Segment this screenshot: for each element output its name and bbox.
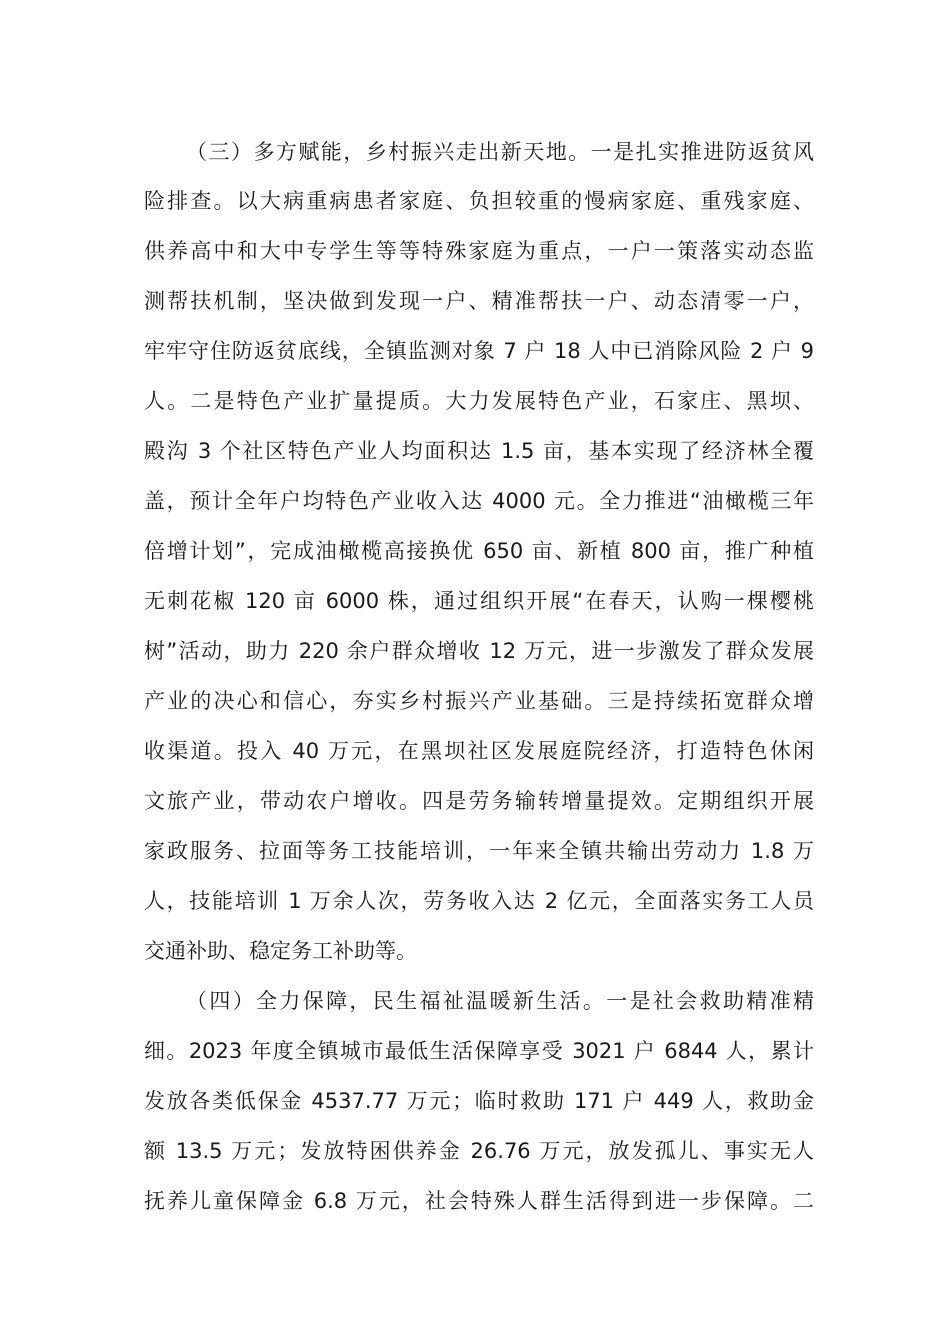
text-line-19: 细。2023 年度全镇城市最低生活保障享受 3021 户 6844 人，累计 bbox=[144, 1039, 814, 1063]
text-line-15: 家政服务、拉面等务工技能培训，一年来全镇共输出劳动力 1.8 万 bbox=[144, 839, 814, 863]
text-line-5: 牢牢守住防返贫底线，全镇监测对象 7 户 18 人中已消除风险 2 户 9 bbox=[144, 339, 814, 363]
text-line-10: 无刺花椒 120 亩 6000 株，通过组织开展“在春天，认购一棵樱桃 bbox=[144, 589, 814, 613]
text-line-1: （三）多方赋能，乡村振兴走出新天地。一是扎实推进防返贫风 bbox=[186, 140, 814, 164]
text-line-7: 殿沟 3 个社区特色产业人均面积达 1.5 亩，基本实现了经济林全覆 bbox=[144, 439, 814, 463]
text-line-11: 树”活动，助力 220 余户群众增收 12 万元，进一步激发了群众发展 bbox=[144, 639, 814, 663]
text-line-8: 盖，预计全年户均特色产业收入达 4000 元。全力推进“油橄榄三年 bbox=[144, 489, 814, 513]
text-line-21: 额 13.5 万元；发放特困供养金 26.76 万元，放发孤儿、事实无人 bbox=[144, 1139, 814, 1163]
text-line-18: （四）全力保障，民生福祉温暖新生活。一是社会救助精准精 bbox=[186, 989, 814, 1013]
text-line-12: 产业的决心和信心，夯实乡村振兴产业基础。三是持续拓宽群众增 bbox=[144, 689, 814, 713]
text-line-3: 供养高中和大中专学生等等特殊家庭为重点，一户一策落实动态监 bbox=[144, 239, 814, 263]
text-line-9: 倍增计划”，完成油橄榄高接换优 650 亩、新植 800 亩，推广种植 bbox=[144, 539, 814, 563]
text-line-6: 人。二是特色产业扩量提质。大力发展特色产业，石家庄、黑坝、 bbox=[144, 389, 814, 413]
text-line-13: 收渠道。投入 40 万元，在黑坝社区发展庭院经济，打造特色休闲 bbox=[144, 739, 814, 763]
text-line-16: 人，技能培训 1 万余人次，劳务收入达 2 亿元，全面落实务工人员 bbox=[144, 889, 814, 913]
text-line-22: 抚养儿童保障金 6.8 万元，社会特殊人群生活得到进一步保障。二 bbox=[144, 1189, 814, 1213]
text-line-14: 文旅产业，带动农户增收。四是劳务输转增量提效。定期组织开展 bbox=[144, 789, 814, 813]
text-line-17: 交通补助、稳定务工补助等。 bbox=[144, 939, 417, 963]
text-line-2: 险排查。以大病重病患者家庭、负担较重的慢病家庭、重残家庭、 bbox=[144, 189, 814, 213]
text-line-20: 发放各类低保金 4537.77 万元；临时救助 171 户 449 人，救助金 bbox=[144, 1089, 814, 1113]
text-line-4: 测帮扶机制，坚决做到发现一户、精准帮扶一户、动态清零一户， bbox=[144, 289, 814, 313]
